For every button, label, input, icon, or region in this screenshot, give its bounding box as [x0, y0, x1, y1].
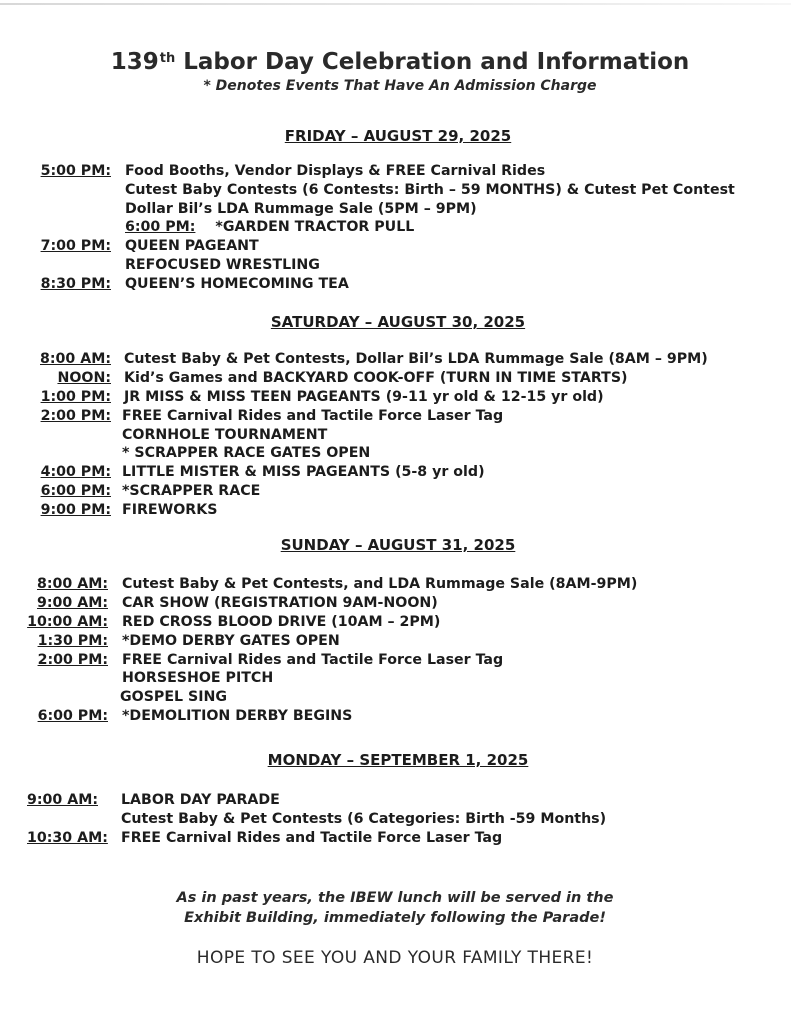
schedule-row — [0, 444, 791, 463]
event-time: 2:00 PM: — [40, 408, 111, 424]
schedule-row — [0, 369, 791, 388]
event-text: *DEMO DERBY GATES OPEN — [122, 633, 340, 649]
event-text: *SCRAPPER RACE — [122, 483, 261, 499]
event-text: Kid’s Games and BACKYARD COOK-OFF (TURN IN TIME STARTS) — [124, 370, 628, 386]
event-time: 8:00 AM: — [37, 576, 108, 592]
event-text: CAR SHOW (REGISTRATION 9AM-NOON) — [122, 595, 438, 611]
schedule-row — [0, 791, 791, 810]
title-suffix: th — [159, 51, 176, 66]
event-text: Cutest Baby & Pet Contests, Dollar Bil’s LDA Rummage Sale (8AM – 9PM) — [124, 351, 708, 367]
event-time: 6:00 PM: — [125, 219, 196, 235]
event-text: FREE Carnival Rides and Tactile Force Laser Tag — [122, 652, 504, 668]
schedule-row — [0, 632, 791, 651]
schedule-row — [0, 237, 791, 256]
schedule-row — [0, 482, 791, 501]
event-time: 7:00 PM: — [40, 238, 111, 254]
event-text: FREE Carnival Rides and Tactile Force Laser Tag — [121, 830, 503, 846]
ibew-lunch-note-line-2: Exhibit Building, immediately following the Parade! — [184, 910, 606, 926]
event-time: 6:00 PM: — [37, 708, 108, 724]
schedule-row — [0, 575, 791, 594]
event-text: FIREWORKS — [122, 502, 218, 518]
ibew-lunch-note-line-1: As in past years, the IBEW lunch will be served in the — [176, 890, 614, 906]
event-text: QUEEN PAGEANT — [125, 238, 259, 254]
schedule-row — [0, 810, 791, 829]
closing-message: HOPE TO SEE YOU AND YOUR FAMILY THERE! — [196, 948, 594, 968]
schedule-row — [0, 829, 791, 848]
schedule-row — [0, 501, 791, 520]
event-time: 9:00 PM: — [40, 502, 111, 518]
schedule-row — [0, 426, 791, 445]
page-title — [0, 47, 791, 77]
event-text: RED CROSS BLOOD DRIVE (10AM – 2PM) — [122, 614, 441, 630]
schedule-row — [0, 407, 791, 426]
schedule-row — [0, 181, 791, 200]
event-text: GOSPEL SING — [120, 689, 228, 705]
event-time: 4:00 PM: — [40, 464, 111, 480]
event-time: 2:00 PM: — [37, 652, 108, 668]
schedule-row — [0, 350, 791, 369]
day-heading-friday: FRIDAY – AUGUST 29, 2025 — [284, 127, 512, 145]
event-text: Dollar Bil’s LDA Rummage Sale (5PM – 9PM) — [125, 201, 477, 217]
schedule-row — [0, 669, 791, 688]
event-time: 5:00 PM: — [40, 163, 111, 179]
event-text: CORNHOLE TOURNAMENT — [122, 427, 328, 443]
day-heading-sunday: SUNDAY – AUGUST 31, 2025 — [280, 536, 516, 554]
schedule-row — [0, 688, 791, 707]
event-time: 9:00 AM: — [37, 595, 108, 611]
event-time: 9:00 AM: — [27, 792, 98, 808]
schedule-row — [0, 613, 791, 632]
event-text: LITTLE MISTER & MISS PAGEANTS (5-8 yr old) — [122, 464, 485, 480]
title-year: 139 — [110, 49, 159, 75]
event-time: 1:00 PM: — [40, 389, 111, 405]
admission-note: * Denotes Events That Have An Admission Charge — [203, 78, 597, 94]
schedule-row — [0, 218, 791, 237]
event-text: * SCRAPPER RACE GATES OPEN — [122, 445, 371, 461]
scan-edge-line — [0, 3, 791, 5]
schedule-row — [0, 200, 791, 219]
event-time: 8:00 AM: — [40, 351, 111, 367]
schedule-row — [0, 594, 791, 613]
event-text: LABOR DAY PARADE — [121, 792, 280, 808]
day-heading-monday: MONDAY – SEPTEMBER 1, 2025 — [267, 751, 529, 769]
event-text: Cutest Baby & Pet Contests (6 Categories: Birth -59 Months) — [121, 811, 607, 827]
schedule-row — [0, 463, 791, 482]
event-time: 8:30 PM: — [40, 276, 111, 292]
event-time: 6:00 PM: — [40, 483, 111, 499]
event-text: HORSESHOE PITCH — [122, 670, 274, 686]
schedule-row — [0, 707, 791, 726]
event-time: NOON: — [57, 370, 111, 386]
event-time: 10:30 AM: — [27, 830, 108, 846]
event-text: Cutest Baby & Pet Contests, and LDA Rummage Sale (8AM-9PM) — [122, 576, 638, 592]
event-text: Food Booths, Vendor Displays & FREE Carnival Rides — [125, 163, 546, 179]
schedule-row — [0, 256, 791, 275]
event-text: QUEEN’S HOMECOMING TEA — [125, 276, 349, 292]
event-text: Cutest Baby Contests (6 Contests: Birth – 59 MONTHS) & Cutest Pet Contest — [125, 182, 735, 198]
schedule-row — [0, 162, 791, 181]
schedule-row — [0, 275, 791, 294]
event-time: 10:00 AM: — [27, 614, 108, 630]
event-text: *GARDEN TRACTOR PULL — [215, 219, 415, 235]
schedule-row — [0, 651, 791, 670]
event-text: FREE Carnival Rides and Tactile Force Laser Tag — [122, 408, 504, 424]
event-text: JR MISS & MISS TEEN PAGEANTS (9-11 yr old & 12-15 yr old) — [124, 389, 604, 405]
day-heading-saturday: SATURDAY – AUGUST 30, 2025 — [270, 313, 526, 331]
event-time: 1:30 PM: — [37, 633, 108, 649]
event-text: *DEMOLITION DERBY BEGINS — [122, 708, 353, 724]
title-text: Labor Day Celebration and Information — [183, 49, 690, 75]
event-text: REFOCUSED WRESTLING — [125, 257, 320, 273]
schedule-row — [0, 388, 791, 407]
